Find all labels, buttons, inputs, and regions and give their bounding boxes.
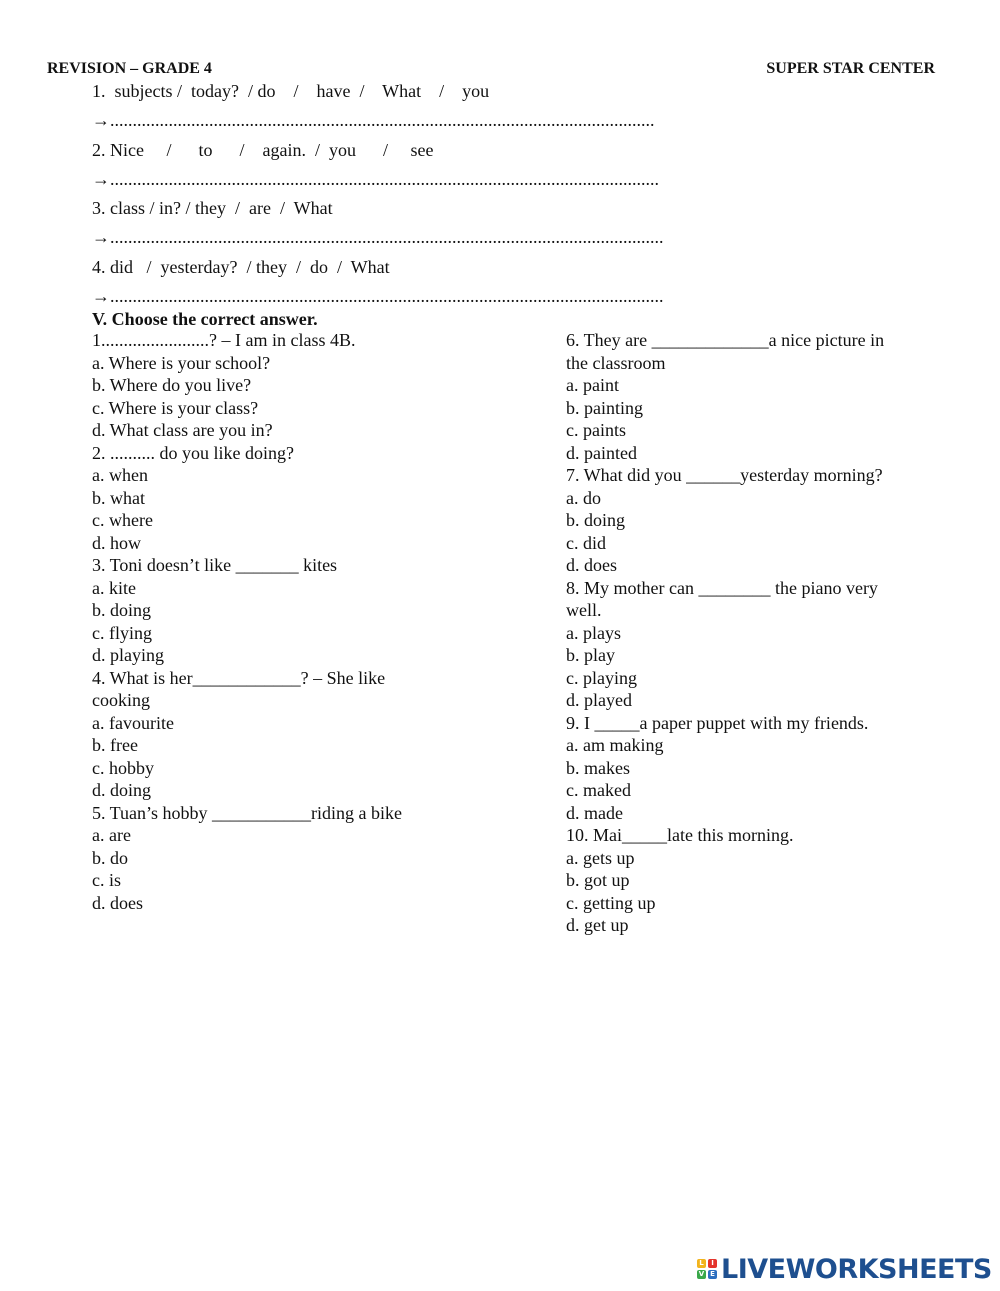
reorder-item: [92, 197, 752, 256]
answer-option[interactable]: d. how: [92, 532, 141, 553]
reorder-exercise: [92, 80, 752, 314]
reorder-item: [92, 256, 752, 315]
answer-option[interactable]: b. got up: [566, 870, 630, 890]
question-text: well.: [566, 600, 602, 620]
question-text: 8. My mother can ________ the piano very: [566, 577, 878, 598]
reorder-words: 3. class / in? / they / are / What: [92, 198, 333, 218]
logo-block: V: [698, 1270, 705, 1278]
answer-option[interactable]: c. flying: [92, 622, 152, 643]
answer-option[interactable]: b. free: [92, 735, 138, 755]
answer-option[interactable]: c. where: [92, 510, 153, 530]
answer-option[interactable]: c. Where is your class?: [92, 397, 259, 418]
reorder-item: [92, 139, 752, 198]
answer-option[interactable]: b. what: [92, 487, 145, 508]
answer-option[interactable]: a. am making: [566, 735, 664, 755]
answer-option[interactable]: b. doing: [92, 600, 152, 620]
question-text: 6. They are _____________a nice picture in: [566, 330, 885, 350]
answer-option[interactable]: a. favourite: [92, 712, 174, 733]
answer-option[interactable]: a. kite: [92, 577, 136, 598]
question-text: 3. Toni doesn’t like _______ kites: [92, 555, 338, 575]
answer-option[interactable]: b. makes: [566, 757, 630, 778]
answer-option[interactable]: a. are: [92, 825, 131, 845]
questions-left-column: [92, 329, 442, 914]
answer-option[interactable]: d. played: [566, 690, 632, 710]
answer-option[interactable]: d. painted: [566, 442, 637, 463]
answer-option[interactable]: d. does: [92, 892, 143, 913]
answer-option[interactable]: d. playing: [92, 645, 164, 665]
answer-option[interactable]: d. get up: [566, 915, 629, 935]
logo-block: L: [697, 1259, 706, 1268]
reorder-answer-line[interactable]: →..........................................................................................................................: [92, 168, 659, 189]
answer-option[interactable]: c. paints: [566, 420, 626, 440]
reorder-words: 2. Nice / to / again. / you / see: [92, 139, 434, 160]
answer-option[interactable]: a. paint: [566, 375, 619, 395]
liveworksheets-logo: [697, 1253, 992, 1285]
answer-option[interactable]: b. painting: [566, 397, 643, 418]
question-text: 9. I _____a paper puppet with my friends.: [566, 712, 869, 733]
answer-option[interactable]: d. does: [566, 555, 617, 575]
section-title: V. Choose the correct answer.: [92, 309, 318, 329]
answer-option[interactable]: a. plays: [566, 622, 621, 643]
logo-block: E: [708, 1270, 717, 1279]
reorder-words: 1. subjects / today? / do / have / What / you: [92, 81, 490, 101]
logo-text: LIVEWORKSHEETS: [721, 1253, 992, 1285]
answer-option[interactable]: b. do: [92, 847, 128, 868]
answer-option[interactable]: a. Where is your school?: [92, 352, 271, 373]
question-text: the classroom: [566, 352, 666, 373]
logo-block: I: [708, 1259, 717, 1268]
answer-option[interactable]: d. doing: [92, 780, 152, 800]
answer-option[interactable]: c. did: [566, 532, 606, 553]
answer-option[interactable]: a. when: [92, 465, 148, 485]
header-center-name: SUPER STAR CENTER: [766, 60, 935, 77]
reorder-answer-line[interactable]: →.........................................................................................................................: [92, 110, 655, 130]
question-text: 5. Tuan’s hobby ___________riding a bike: [92, 802, 403, 823]
answer-option[interactable]: c. getting up: [566, 892, 656, 913]
question-text: 7. What did you ______yesterday morning?: [566, 465, 883, 485]
answer-option[interactable]: b. doing: [566, 510, 626, 530]
reorder-item: [92, 80, 752, 139]
answer-option[interactable]: d. made: [566, 802, 623, 823]
answer-option[interactable]: c. hobby: [92, 757, 154, 778]
question-text: 4. What is her____________? – She like: [92, 667, 386, 688]
answer-option[interactable]: c. is: [92, 870, 121, 890]
answer-option[interactable]: d. What class are you in?: [92, 420, 273, 440]
reorder-words: 4. did / yesterday? / they / do / What: [92, 256, 390, 277]
answer-option[interactable]: c. maked: [566, 780, 631, 800]
question-text: 1........................? – I am in class 4B.: [92, 330, 356, 350]
questions-right-column: [566, 329, 916, 937]
question-text: 10. Mai_____late this morning.: [566, 825, 794, 845]
reorder-answer-line[interactable]: →...........................................................................................................................: [92, 227, 664, 247]
reorder-answer-line[interactable]: →...........................................................................................................................: [92, 285, 664, 306]
answer-option[interactable]: b. play: [566, 645, 615, 665]
header-title: REVISION – GRADE 4: [47, 60, 212, 77]
answer-option[interactable]: a. do: [566, 487, 601, 508]
answer-option[interactable]: c. playing: [566, 667, 637, 688]
question-text: cooking: [92, 690, 150, 710]
question-text: 2. .......... do you like doing?: [92, 442, 294, 463]
answer-option[interactable]: b. Where do you live?: [92, 375, 252, 395]
logo-blocks-icon: [697, 1259, 717, 1279]
answer-option[interactable]: a. gets up: [566, 847, 635, 868]
